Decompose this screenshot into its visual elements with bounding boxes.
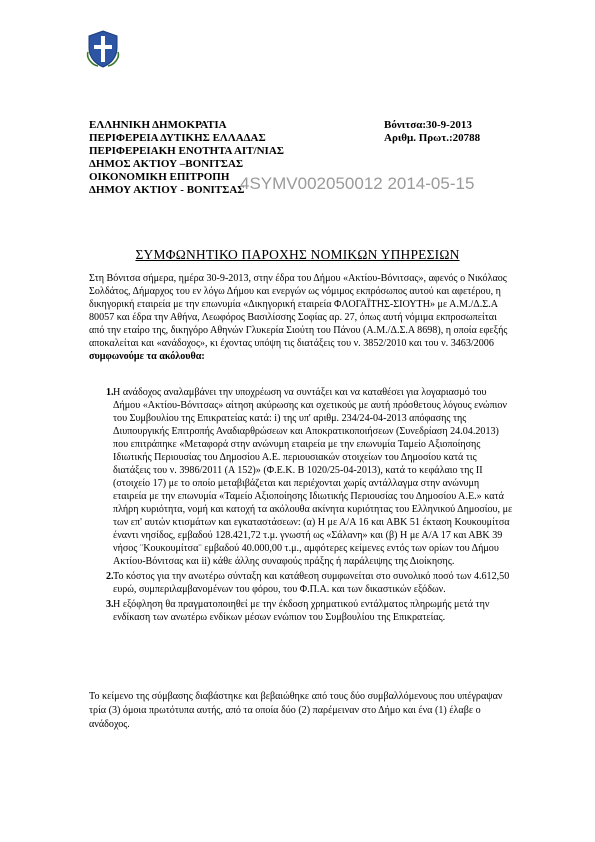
item-text: Η ανάδοχος αναλαμβάνει την υποχρέωση να συντάξει και να καταθέσει για λογαριασμό του Δήμου «Ακτίου-Βόνιτσας» αίτηση ακύρωσης και σχετικούς με αυτή πρόσθετους λόγους ενώπιον του Συμβουλίου της Επικρατείας κατά: i) της υπ' αριθμ. 234/24-04-2013 απόφασης της Διυπουργικής Επιτροπής Αναδιαρθρώσεων και Αποκρατικοποιήσεων (Συνεδρίαση 24.04.2013) που επιτράπηκε «Μεταφορά στην ανώνυμη εταιρεία με την επωνυμία Ταμείο Αξιοποίησης Ιδιωτικής Περιουσίας του Δημοσίου Α.Ε. περιουσιακών στοιχείων του Δημοσίου κατά τις διατάξεις του ν. 3986/2011 (Α 152)» (Φ.Ε.Κ. Β 1020/25-04-2013), κατά το κεφάλαιο της ΙΙ (στοιχείο 17) με το οποίο μεταβιβάζεται και περιέχονται χωρίς αντάλλαγμα στην ανώνυμη εταιρεία με την επωνυμία «Ταμείο Αξιοποίησης Ιδιωτικής Περιουσίας του Δημοσίου Α.Ε.» κατά πλήρη κυριότητα, νομή και κατοχή τα ακόλουθα ακίνητα κυριότητας του Ελληνικού Δημοσίου, με των επ' αυτών κτισμάτων και εγκαταστάσεων: (α) Η με Α/Α 16 και ΑΒΚ 51 έκταση Κουκουμίτσα έναντι νησίδος, εμβαδού 128.421,72 τ.μ. γνωστή ως «Σάλανη» και (β) Η με Α/Α 17 και ΑΒΚ 39 νήσος ¨Κουκουμίτσα¨ εμβαδού 40.000,00 τ.μ., αμφότερες κείμενες εντός των ορίων του Δήμου Ακτίου-Βόνιτσας και ii) κάθε άλλης συναφούς πράξης ή παράλειψης της Διοίκησης. [113, 387, 513, 567]
reference-block [384, 119, 534, 145]
item-number: 1. [106, 387, 114, 398]
intro-paragraph [89, 272, 513, 363]
document-title: ΣΥΜΦΩΝΗΤΙΚΟ ΠΑΡΟΧΗΣ ΝΟΜΙΚΩΝ ΥΠΗΡΕΣΙΩΝ [135, 247, 460, 262]
list-item [89, 386, 513, 568]
item-text: Το κόστος για την ανωτέρω σύνταξη και κατάθεση συμφωνείται στο συνολικό ποσό των 4.612,50 ευρώ, συμπεριλαμβανομένων του φόρου, του Φ.Π.Α. και των δικαστικών εξόδων. [113, 571, 510, 595]
item-text: Η εξόφληση θα πραγματοποιηθεί με την έκδοση χρηματικού εντάλματος πληρωμής μετά την ενδίκαση των ανωτέρω ενδίκων μέσων ενώπιον του Συμβουλίου της Επικρατείας. [113, 599, 490, 623]
document-date: Βόνιτσα:30-9-2013 [384, 119, 472, 131]
terms-list [89, 386, 513, 626]
greek-emblem-icon [86, 30, 120, 68]
intro-text: Στη Βόνιτσα σήμερα, ημέρα 30-9-2013, στην έδρα του Δήμου «Ακτίου-Βόνιτσας», αφενός ο Νικόλαος Σολδάτος, Δήμαρχος του εν λόγω Δήμου και ενεργών ως νόμιμος εκπρόσωπος αυτού και αφετέρου, η δικηγορική εταιρεία με την επωνυμία «Δικηγορική εταιρεία ΦΛΟΓΑΪΤΗΣ-ΣΙΟΥΤΗ» με Α.Μ./Δ.Σ.Α 80057 και έδρα την Αθήνα, Λεωφόρος Βασιλίσσης Σοφίας αρ. 27, όπως αυτή νόμιμα εκπροσωπείται από την εταίρο της, δικηγόρο Αθηνών Γλυκερία Σιούτη του Πάνου (Α.Μ./Δ.Σ.Α 8698), η οποία εφεξής αποκαλείται και «ανάδοχος», κι έχοντας υπόψη τις διατάξεις του ν. 3852/2010 και του ν. 3463/2006 [89, 273, 508, 349]
list-item [89, 598, 513, 624]
ada-stamp: 4SYMV002050012 2014-05-15 [240, 174, 475, 193]
header-line: ΔΗΜΟΥ ΑΚΤΙΟΥ - ΒΟΝΙΤΣΑΣ [89, 184, 245, 196]
item-number: 2. [106, 571, 114, 582]
item-number: 3. [106, 599, 114, 610]
protocol-number: Αριθμ. Πρωτ.:20788 [384, 132, 481, 144]
header-line: ΠΕΡΙΦΕΡΕΙΑ ΔΥΤΙΚΗΣ ΕΛΛΑΔΑΣ [89, 132, 266, 144]
closing-paragraph: Το κείμενο της σύμβασης διαβάστηκε και βεβαιώθηκε από τους δύο συμβαλλόμενους που υπέγραψαν τρία (3) όμοια πρωτότυπα αυτής, από τα οποία δύο (2) παρέμειναν στο Δήμο και ένα (1) έλαβε ο ανάδοχος. [89, 691, 503, 730]
list-item [89, 570, 513, 596]
agreement-lead: συμφωνούμε τα ακόλουθα: [89, 351, 205, 362]
header-line: ΠΕΡΙΦΕΡΕΙΑΚΗ ΕΝΟΤΗΤΑ ΑΙΤ/ΝΙΑΣ [89, 145, 284, 157]
header-line: ΟΙΚΟΝΟΜΙΚΗ ΕΠΙΤΡΟΠΗ [89, 171, 230, 183]
header-line: ΕΛΛΗΝΙΚΗ ΔΗΜΟΚΡΑΤΙΑ [89, 119, 227, 131]
header-line: ΔΗΜΟΣ ΑΚΤΙΟΥ –ΒΟΝΙΤΣΑΣ [89, 158, 244, 170]
